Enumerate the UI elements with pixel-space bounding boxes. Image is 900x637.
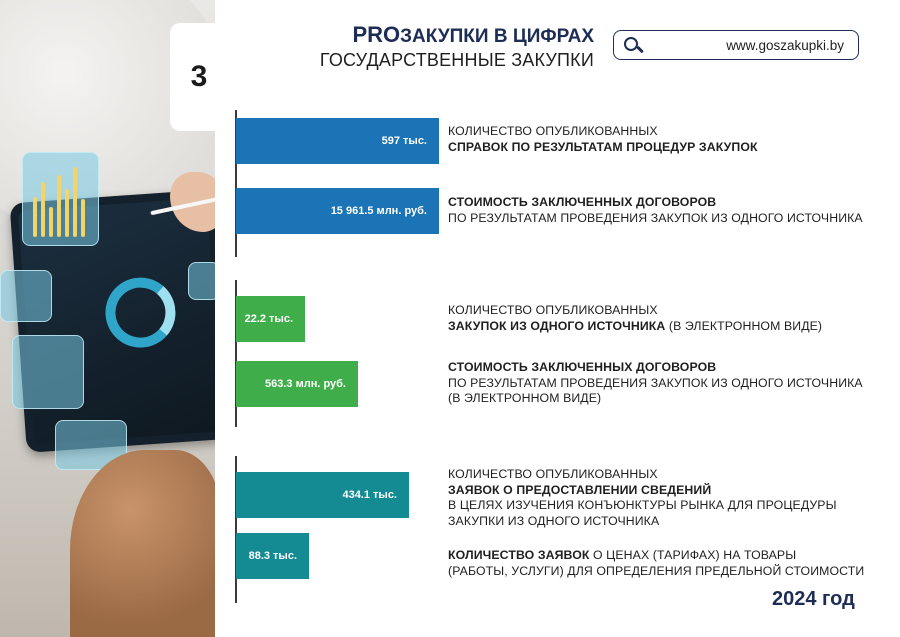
- stat-value-1: 597 тыс.: [381, 135, 427, 147]
- stat-description-3: [448, 303, 893, 334]
- stat-value-4: 563.3 млн. руб.: [264, 378, 346, 390]
- stat-bar-6: [236, 533, 309, 579]
- stat-5-line-3: В ЦЕЛЯХ ИЗУЧЕНИЯ КОНЪЮНКТУРЫ РЫНКА ДЛЯ ПРОЦЕДУРЫ: [448, 498, 837, 512]
- stat-description-1: [448, 124, 893, 155]
- page-title: [300, 22, 594, 48]
- stat-2-line-2: ПО РЕЗУЛЬТАТАМ ПРОВЕДЕНИЯ ЗАКУПОК ИЗ ОДНОГО ИСТОЧНИКА: [448, 210, 863, 225]
- stat-description-5: [448, 467, 893, 529]
- stat-4-line-1: СТОИМОСТЬ ЗАКЛЮЧЕННЫХ ДОГОВОРОВ: [448, 360, 717, 374]
- stat-bar-3: [236, 296, 305, 342]
- stat-value-5: 434.1 тыс.: [342, 489, 397, 501]
- stat-1-line-1: КОЛИЧЕСТВО ОПУБЛИКОВАННЫХ: [448, 124, 658, 138]
- stat-5-line-4: ЗАКУПКИ ИЗ ОДНОГО ИСТОЧНИКА: [448, 513, 660, 528]
- stat-5-line-2: ЗАЯВОК О ПРЕДОСТАВЛЕНИИ СВЕДЕНИЙ: [448, 482, 712, 497]
- stat-6-line-1: КОЛИЧЕСТВО ЗАЯВОК: [448, 548, 590, 562]
- website-search-box[interactable]: [613, 30, 859, 60]
- year-label: 2024 год: [772, 588, 855, 610]
- stat-6-line-2: (РАБОТЫ, УСЛУГИ) ДЛЯ ОПРЕДЕЛЕНИЯ ПРЕДЕЛЬНОЙ СТОИМОСТИ: [448, 563, 865, 578]
- stat-3-line-1: КОЛИЧЕСТВО ОПУБЛИКОВАННЫХ: [448, 303, 658, 317]
- search-icon: [614, 31, 644, 59]
- stat-5-line-1: КОЛИЧЕСТВО ОПУБЛИКОВАННЫХ: [448, 467, 658, 481]
- stat-4-line-2: ПО РЕЗУЛЬТАТАМ ПРОВЕДЕНИЯ ЗАКУПОК ИЗ ОДНОГО ИСТОЧНИКА: [448, 375, 863, 390]
- page-subtitle: ГОСУДАРСТВЕННЫЕ ЗАКУПКИ: [319, 50, 594, 70]
- stat-bar-2: [236, 188, 439, 234]
- title-rest: ЗАКУПКИ В ЦИФРАХ: [400, 26, 594, 47]
- stat-value-6: 88.3 тыс.: [248, 550, 297, 562]
- stat-bar-4: [236, 361, 358, 407]
- title-prefix: PRO: [352, 22, 401, 47]
- stat-6-line-1-rest: О ЦЕНАХ (ТАРИФАХ) НА ТОВАРЫ: [589, 548, 797, 562]
- stat-description-4: [448, 360, 893, 407]
- stat-3-line-2: ЗАКУПОК ИЗ ОДНОГО ИСТОЧНИКА: [448, 318, 666, 333]
- stat-bar-5: [236, 472, 409, 518]
- stat-2-line-1: СТОИМОСТЬ ЗАКЛЮЧЕННЫХ ДОГОВОРОВ: [448, 195, 717, 209]
- stat-4-line-3: (В ЭЛЕКТРОННОМ ВИДЕ): [448, 391, 602, 405]
- stat-3-line-2-rest: (В ЭЛЕКТРОННОМ ВИДЕ): [665, 318, 823, 333]
- stat-1-line-2: СПРАВОК ПО РЕЗУЛЬТАТАМ ПРОЦЕДУР ЗАКУПОК: [448, 139, 758, 154]
- website-url[interactable]: www.goszakupki.by: [726, 37, 844, 53]
- stat-description-6: [448, 548, 893, 579]
- stat-value-3: 22.2 тыс.: [244, 313, 293, 325]
- stat-bar-1: [236, 118, 439, 164]
- stat-value-2: 15 961.5 млн. руб.: [330, 205, 427, 217]
- page-number: 3: [170, 23, 228, 131]
- stat-description-2: [448, 195, 893, 226]
